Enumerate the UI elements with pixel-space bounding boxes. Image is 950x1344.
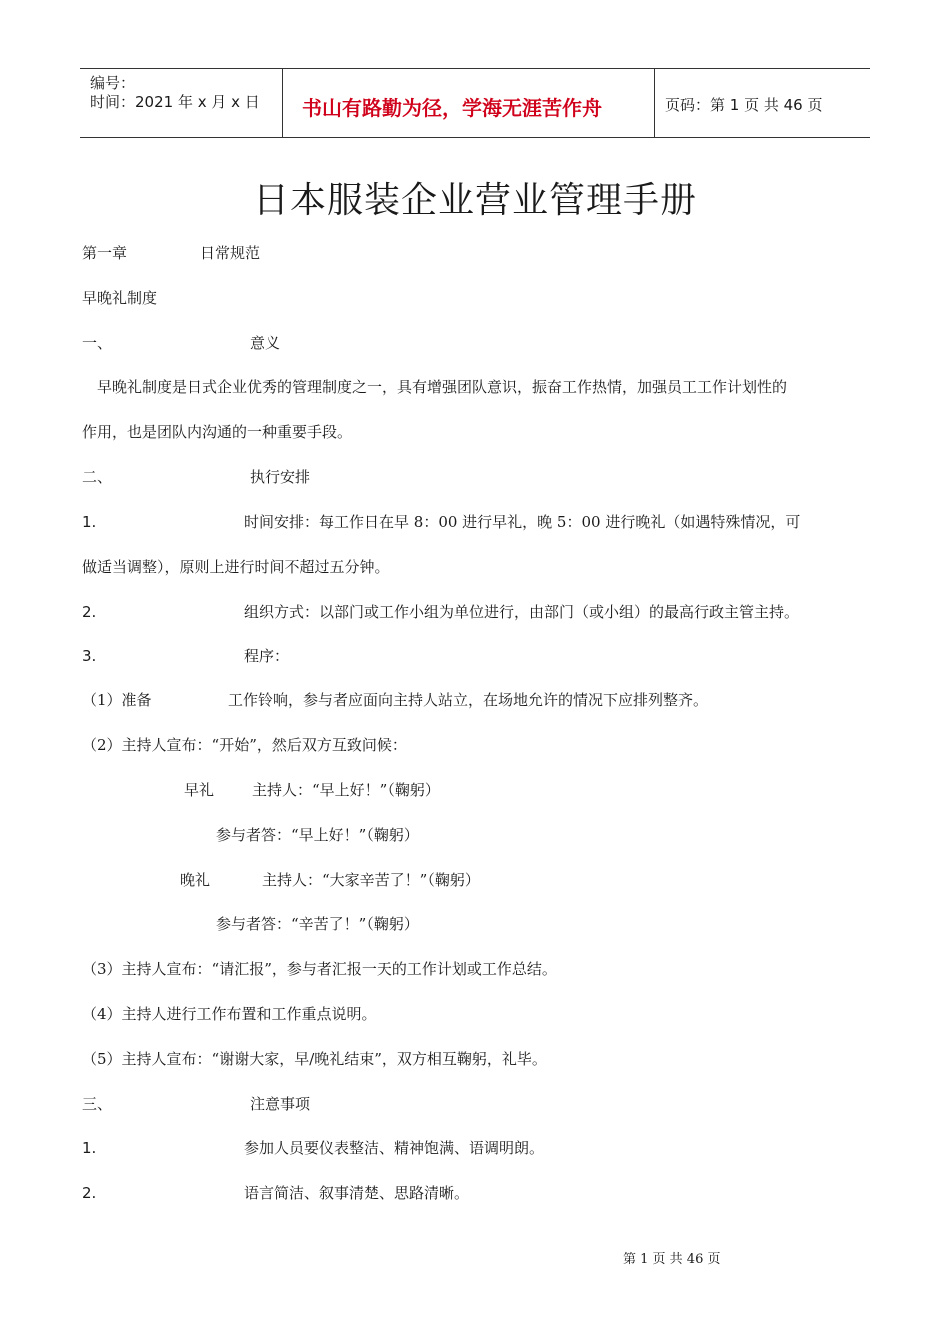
- note-2-text: 语言简洁、叙事清楚、思路清晰。: [244, 1184, 470, 1202]
- header-meta-cell: [80, 69, 283, 137]
- item-3-text: 程序：: [244, 647, 290, 665]
- section-1-title: 意义: [250, 334, 281, 352]
- item-2-text: 组织方式：以部门或工作小组为单位进行，由部门（或小组）的最高行政主管主持。: [244, 603, 800, 621]
- evening-label: 晚礼: [180, 871, 211, 889]
- step-1-label: （1）准备: [82, 691, 152, 709]
- header-motto: 书山有路勤为径，学海无涯苦作舟: [302, 96, 602, 120]
- header-page-info: 页码：第 1 页 共 46 页: [665, 96, 823, 114]
- section-3-number: 三、: [82, 1095, 113, 1113]
- header-motto-cell: [282, 69, 655, 137]
- section-3-title: 注意事项: [250, 1095, 311, 1113]
- step-3-text: （3）主持人宣布：“请汇报”，参与者汇报一天的工作计划或工作总结。: [82, 960, 557, 978]
- section-1-number: 一、: [82, 334, 113, 352]
- evening-host-line: 主持人：“大家辛苦了！”（鞠躬）: [262, 871, 480, 889]
- section-title: 早晚礼制度: [82, 289, 158, 307]
- section-2-title: 执行安排: [250, 468, 311, 486]
- note-1-text: 参加人员要仪表整洁、精神饱满、语调明朗。: [244, 1139, 545, 1157]
- section-1-paragraph-line-1: 早晚礼制度是日式企业优秀的管理制度之一，具有增强团队意识，振奋工作热情，加强员工工作计划性的: [97, 378, 788, 396]
- morning-reply-line: 参与者答：“早上好！”（鞠躬）: [216, 826, 419, 844]
- document-header: [80, 68, 870, 138]
- page-title: 日本服装企业营业管理手册: [252, 180, 697, 221]
- step-4-text: （4）主持人进行工作布置和工作重点说明。: [82, 1005, 377, 1023]
- page-footer: 第 1 页 共 46 页: [623, 1252, 721, 1267]
- chapter-label: 第一章: [82, 244, 128, 262]
- morning-host-line: 主持人：“早上好！”（鞠躬）: [252, 781, 440, 799]
- step-1-text: 工作铃响，参与者应面向主持人站立，在场地允许的情况下应排列整齐。: [228, 691, 709, 709]
- morning-label: 早礼: [184, 781, 215, 799]
- item-1-text-line-1: 时间安排：每工作日在早 8：00 进行早礼，晚 5：00 进行晚礼（如遇特殊情况，可: [244, 513, 801, 531]
- section-1-paragraph-line-2: 作用，也是团队内沟通的一种重要手段。: [82, 423, 353, 441]
- evening-reply-line: 参与者答：“辛苦了！”（鞠躬）: [216, 915, 419, 933]
- step-5-text: （5）主持人宣布：“谢谢大家，早/晚礼结束”，双方相互鞠躬，礼毕。: [82, 1050, 547, 1068]
- item-3-number: 3.: [82, 647, 97, 665]
- document-number: 编号：: [90, 74, 136, 92]
- chapter-name: 日常规范: [200, 244, 261, 262]
- item-2-number: 2.: [82, 603, 97, 621]
- step-2-text: （2）主持人宣布：“开始”，然后双方互致问候：: [82, 736, 407, 754]
- item-1-number: 1.: [82, 513, 97, 531]
- note-1-number: 1.: [82, 1139, 97, 1157]
- section-2-number: 二、: [82, 468, 113, 486]
- item-1-text-line-2: 做适当调整），原则上进行时间不超过五分钟。: [82, 558, 390, 576]
- header-page-cell: [655, 69, 870, 137]
- note-2-number: 2.: [82, 1184, 97, 1202]
- document-date: 时间：2021 年 x 月 x 日: [90, 93, 260, 111]
